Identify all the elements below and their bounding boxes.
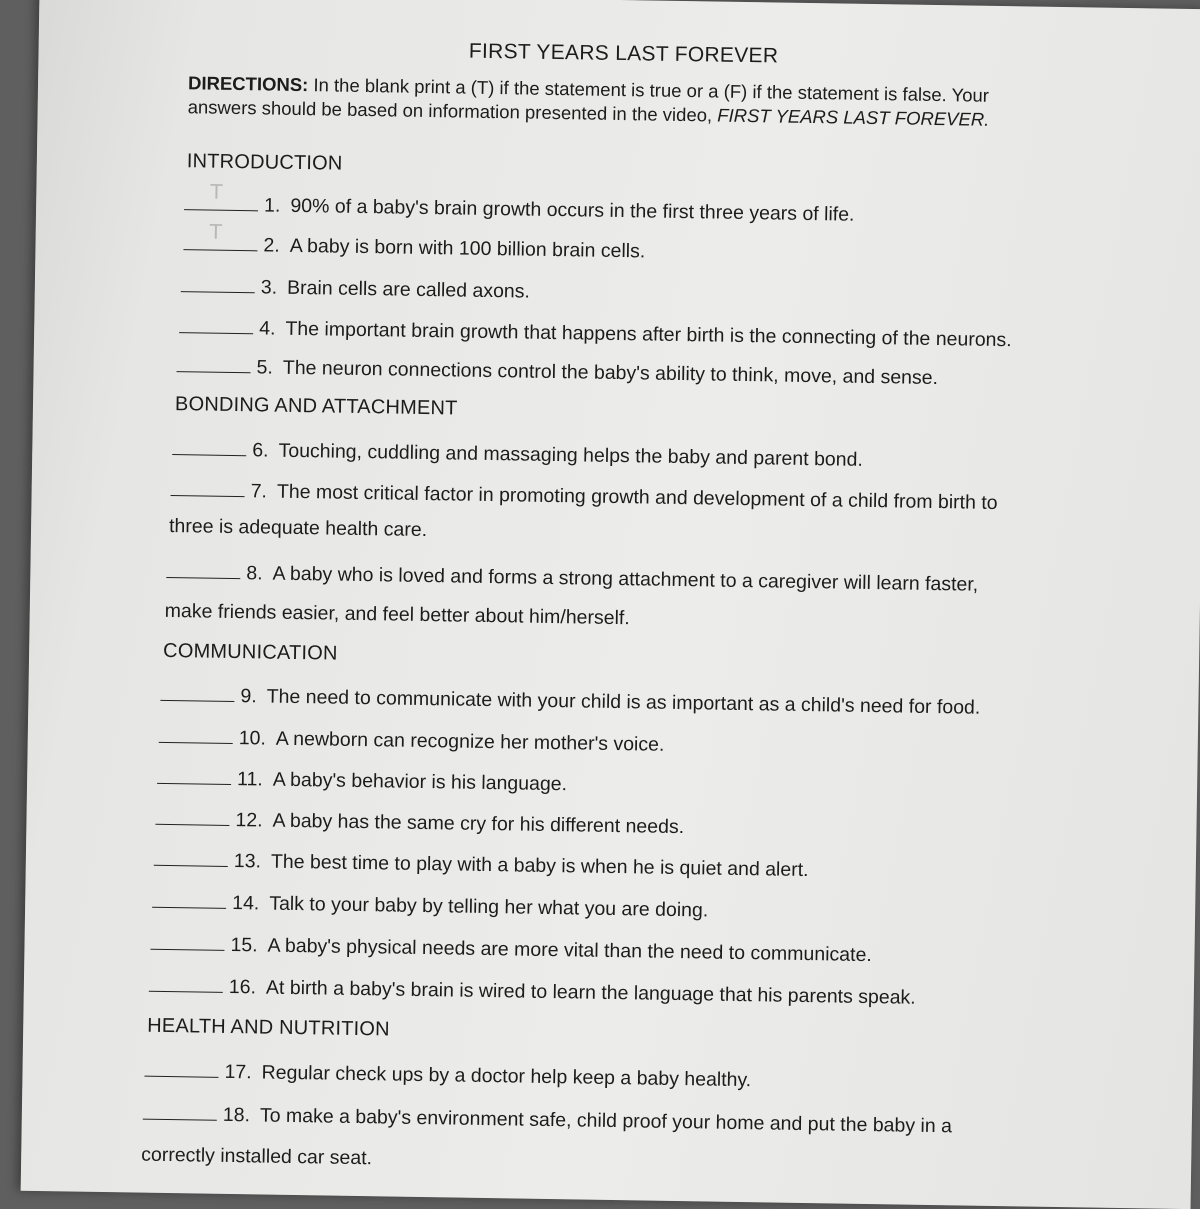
question-15 <box>150 931 872 967</box>
answer-blank-17[interactable] <box>144 1058 218 1078</box>
answer-blank-3[interactable] <box>181 273 255 293</box>
question-10 <box>159 724 665 757</box>
question-text: 90% of a baby's brain growth occurs in the first three years of life. <box>290 194 855 226</box>
question-5 <box>176 353 938 390</box>
question-6 <box>172 436 863 472</box>
question-3 <box>181 273 530 303</box>
question-4 <box>179 314 1012 352</box>
question-text: The need to communicate with your child is as important as a child's need for food. <box>266 685 981 719</box>
question-text: A baby's behavior is his language. <box>272 768 568 796</box>
question-text: Brain cells are called axons. <box>286 276 531 303</box>
answer-blank-18[interactable] <box>143 1101 217 1121</box>
question-text: A newborn can recognize her mother's voice. <box>275 727 665 756</box>
section-communication: COMMUNICATION <box>162 639 338 665</box>
answer-blank-15[interactable] <box>150 931 224 951</box>
question-number: 10. <box>238 727 267 750</box>
answer-blank-12[interactable] <box>155 806 229 826</box>
question-7 <box>170 477 997 515</box>
answer-blank-1[interactable] <box>184 179 258 211</box>
pencil-mark-2: T <box>209 219 223 244</box>
answer-blank-13[interactable] <box>154 847 228 867</box>
question-13 <box>154 847 809 882</box>
question-8-continued: make friends easier, and feel better about him/herself. <box>164 599 630 630</box>
pencil-mark-1: T <box>210 179 223 204</box>
answer-blank-8[interactable] <box>166 559 240 579</box>
question-number: 17. <box>224 1060 252 1084</box>
question-number: 11. <box>236 768 263 791</box>
question-text: The neuron connections control the baby's ability to think, move, and sense. <box>282 356 939 390</box>
answer-blank-6[interactable] <box>172 436 246 456</box>
question-number: 8. <box>246 562 263 585</box>
question-9 <box>160 682 980 720</box>
directions-text: In the blank print a (T) if the statement is true or a (F) if the statement is false. Your answers should be based on information presented in the video, <box>187 74 990 126</box>
directions-label: DIRECTIONS: <box>187 72 309 96</box>
question-text: A baby's physical needs are more vital than the need to communicate. <box>267 934 872 967</box>
question-text: The important brain growth that happens after birth is the connecting of the neurons. <box>285 317 1012 352</box>
question-text: Regular check ups by a doctor help keep a baby healthy. <box>261 1061 752 1092</box>
answer-blank-11[interactable] <box>157 765 231 785</box>
question-text: A baby has the same cry for his different needs. <box>272 809 685 839</box>
question-14 <box>152 889 708 923</box>
section-introduction: INTRODUCTION <box>186 150 343 175</box>
question-16 <box>149 973 916 1010</box>
question-11 <box>157 765 567 796</box>
answer-blank-2[interactable] <box>183 219 257 251</box>
question-12 <box>155 806 684 839</box>
question-2 <box>183 219 646 263</box>
question-number: 18. <box>222 1103 251 1127</box>
worksheet-title: FIRST YEARS LAST FOREVER <box>468 39 779 68</box>
question-text: A baby is born with 100 billion brain cells. <box>289 234 646 263</box>
directions-video-title: FIRST YEARS LAST FOREVER. <box>717 104 990 130</box>
question-number: 3. <box>260 276 278 299</box>
question-number: 12. <box>235 809 263 832</box>
section-bonding: BONDING AND ATTACHMENT <box>174 393 458 420</box>
question-text: At birth a baby's brain is wired to learn the language that his parents speak. <box>265 976 916 1009</box>
question-18 <box>143 1101 952 1139</box>
question-8 <box>166 559 978 597</box>
question-text: A baby who is loved and forms a strong attachment to a caregiver will learn faster, <box>272 562 979 596</box>
question-17 <box>144 1058 751 1093</box>
question-number: 1. <box>263 194 281 217</box>
answer-blank-14[interactable] <box>152 889 226 909</box>
answer-blank-16[interactable] <box>149 973 223 993</box>
question-number: 6. <box>252 439 269 462</box>
question-text: The best time to play with a baby is when he is quiet and alert. <box>270 850 809 882</box>
question-7-continued: three is adequate health care. <box>168 514 428 542</box>
question-1 <box>184 179 855 227</box>
question-number: 4. <box>259 317 276 340</box>
directions-paragraph <box>187 71 1038 132</box>
question-number: 9. <box>240 685 257 708</box>
question-number: 13. <box>233 850 262 873</box>
section-health-nutrition: HEALTH AND NUTRITION <box>147 1014 390 1041</box>
answer-blank-9[interactable] <box>160 682 234 702</box>
worksheet-page <box>21 0 1200 1209</box>
question-text: Touching, cuddling and massaging helps the baby and parent bond. <box>278 439 864 471</box>
question-number: 2. <box>263 234 280 257</box>
question-number: 16. <box>228 975 257 999</box>
question-number: 14. <box>232 892 260 915</box>
question-text: The most critical factor in promoting growth and development of a child from birth to <box>276 480 998 514</box>
question-text: Talk to your baby by telling her what you are doing. <box>269 892 709 922</box>
question-text: To make a baby's environment safe, child proof your home and put the baby in a <box>259 1104 953 1138</box>
answer-blank-5[interactable] <box>177 353 251 373</box>
question-number: 7. <box>250 480 268 503</box>
answer-blank-4[interactable] <box>179 314 253 334</box>
answer-blank-7[interactable] <box>171 477 245 497</box>
question-18-continued: correctly installed car seat. <box>141 1143 373 1170</box>
question-number: 15. <box>230 934 258 957</box>
question-number: 5. <box>256 356 274 379</box>
answer-blank-10[interactable] <box>159 724 233 744</box>
